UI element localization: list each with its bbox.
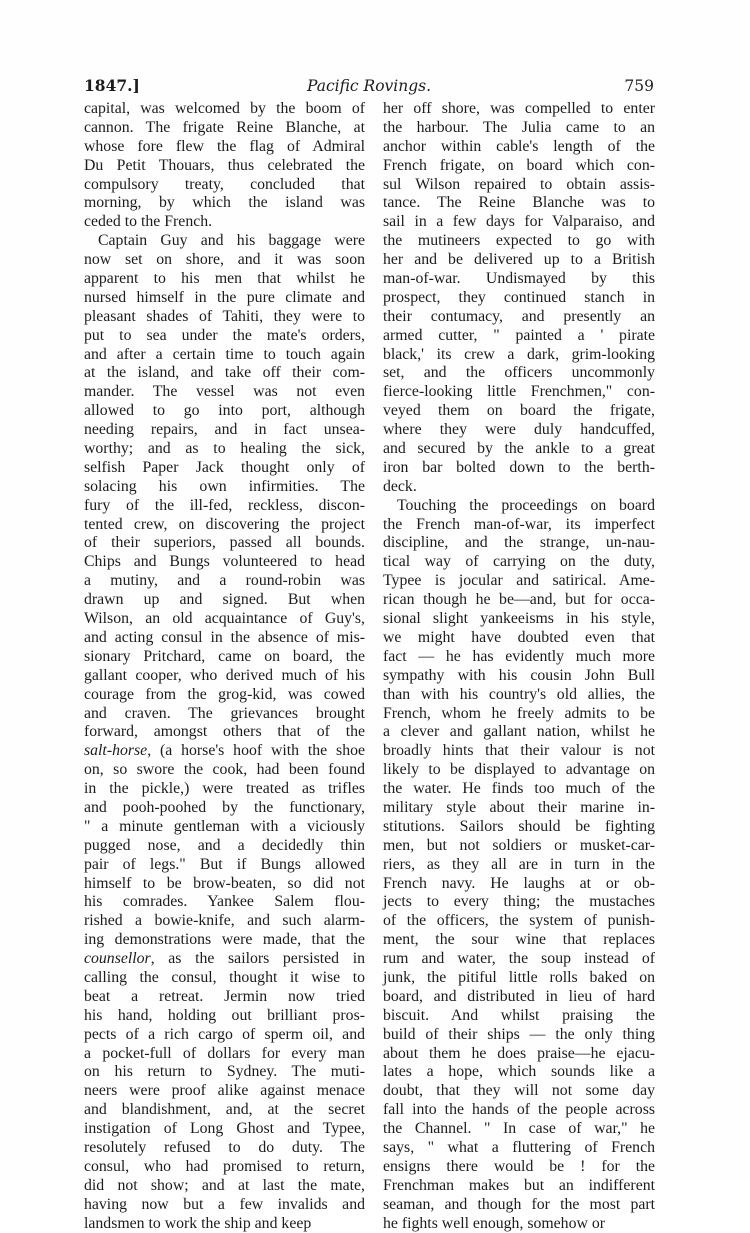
text-line: Frenchman makes but an indifferent <box>383 1176 655 1194</box>
text-line: pugged nose, and a decidedly thin <box>84 836 365 854</box>
text-line: a mutiny, and a round-robin was <box>84 572 365 590</box>
text-line: the mutineers expected to go with <box>383 232 655 250</box>
text-line: stitutions. Sailors should be fighting <box>383 817 655 835</box>
text-line: her off shore, was compelled to enter <box>383 100 655 117</box>
text-line: Chips and Bungs volunteered to head <box>84 553 365 571</box>
text-line: rican though he be—and, but for occa- <box>383 591 655 609</box>
text-line: neers were proof alike against menace <box>84 1082 365 1100</box>
text-line: junk, the pitiful little rolls baked on <box>383 968 655 986</box>
text-line: armed cutter, " painted a ' pirate <box>383 326 655 344</box>
text-line: beat a retreat. Jermin now tried <box>84 987 365 1005</box>
text-line: forward, amongst others that of the <box>84 723 365 741</box>
text-line: consul, who had promised to return, <box>84 1157 365 1175</box>
text-line: rum and water, the soup instead of <box>383 950 655 968</box>
text-line: fact — he has evidently much more <box>383 647 655 665</box>
text-line: tented crew, on discovering the project <box>84 515 365 533</box>
text-line: his hand, holding out brilliant pros- <box>84 1006 365 1024</box>
text-line: his comrades. Yankee Salem flou- <box>84 893 365 911</box>
page-number: 759 <box>624 77 654 95</box>
text-line: courage from the grog-kid, was cowed <box>84 685 365 703</box>
text-line: put to sea under the mate's orders, <box>84 326 365 344</box>
text-line: and craven. The grievances brought <box>84 704 365 722</box>
text-line: pair of legs." But if Bungs allowed <box>84 855 365 873</box>
text-line: the harbour. The Julia came to an <box>383 118 655 136</box>
text-line: ceded to the French. <box>84 213 213 231</box>
text-line: the Channel. " In case of war," he <box>383 1120 655 1138</box>
text-line: French frigate, on board which con- <box>383 156 655 174</box>
text-line: " a minute gentleman with a viciously <box>84 817 365 835</box>
text-line: biscuit. And whilst praising the <box>383 1006 655 1024</box>
text-line: Touching the proceedings on board <box>397 496 655 514</box>
text-line: at the island, and take off their com- <box>84 364 365 382</box>
text-line: ment, the sour wine that replaces <box>383 931 655 949</box>
right-column <box>383 100 655 1233</box>
text-line: did not show; and at last the mate, <box>84 1176 365 1194</box>
text-line: of their superiors, passed all bounds. <box>84 534 365 552</box>
text-line: gallant cooper, who derived much of his <box>84 666 365 684</box>
text-line: French navy. He laughs at or ob- <box>383 874 655 892</box>
text-line: men, but not soldiers or musket-car- <box>383 836 655 854</box>
text-line: where they were duly handcuffed, <box>383 421 655 439</box>
text-line: ensigns there would be ! for the <box>383 1157 655 1175</box>
text-line: man-of-war. Undismayed by this <box>383 270 655 288</box>
text-line: apparent to his men that whilst he <box>84 270 365 288</box>
text-line: board, and distributed in lieu of hard <box>383 987 655 1005</box>
text-line: having now but a few invalids and <box>84 1195 365 1213</box>
text-line: a pocket-full of dollars for every man <box>84 1044 365 1062</box>
text-line: the water. He finds too much of the <box>383 780 655 798</box>
text-line: counsellor, as the sailors persisted in <box>84 950 365 968</box>
text-line: her and be delivered up to a British <box>383 251 655 269</box>
text-line: and after a certain time to touch again <box>84 345 365 363</box>
text-line: sul Wilson repaired to obtain assis- <box>383 175 655 193</box>
text-line: and pooh-poohed by the functionary, <box>84 798 365 816</box>
text-line: sympathy with his cousin John Bull <box>383 666 655 684</box>
text-line: prospect, they continued stanch in <box>383 288 655 306</box>
text-line: on his return to Sydney. The muti- <box>84 1063 365 1081</box>
text-line: than with his country's old allies, the <box>383 685 655 703</box>
text-line: a clever and gallant nation, whilst he <box>383 723 655 741</box>
text-line: about them he does praise—he ejacu- <box>383 1044 655 1062</box>
text-line: nursed himself in the pure climate and <box>84 288 365 306</box>
text-line: veyed them on board the frigate, <box>383 402 655 420</box>
text-line: sional slight yankeeisms in his style, <box>383 610 655 628</box>
text-line: resolutely refused to do duty. The <box>84 1138 365 1156</box>
header-year: 1847.] <box>84 76 140 95</box>
text-line: we might have doubted even that <box>383 628 655 646</box>
text-line: build of their ships — the only thing <box>383 1025 655 1043</box>
text-line: broadly hints that their valour is not <box>383 742 655 760</box>
text-line: capital, was welcomed by the boom of <box>84 100 365 117</box>
text-line: in the pickle,) were treated as trifles <box>84 780 365 798</box>
text-line: military style about their marine in- <box>383 798 655 816</box>
text-line: lates a hope, which sounds like a <box>383 1063 655 1081</box>
text-line: needing repairs, and in fact unsea- <box>84 421 365 439</box>
text-line: pects of a rich cargo of sperm oil, and <box>84 1025 365 1043</box>
text-line: sionary Pritchard, came on board, the <box>84 647 365 665</box>
text-line: rished a bowie-knife, and such alarm- <box>84 912 365 930</box>
text-line: himself to be brow-beaten, so did not <box>84 874 365 892</box>
text-line: morning, by which the island was <box>84 194 365 212</box>
text-line: Captain Guy and his baggage were <box>98 232 365 250</box>
text-line: Wilson, an old acquaintance of Guy's, <box>84 610 365 628</box>
left-column <box>84 100 365 1233</box>
text-line: riers, as they all are in turn in the <box>383 855 655 873</box>
text-line: Typee is jocular and satirical. Ame- <box>383 572 655 590</box>
text-line: anchor within cable's length of the <box>383 137 655 155</box>
text-line: solacing his own infirmities. The <box>84 477 365 495</box>
text-line: the French man-of-war, its imperfect <box>383 515 655 533</box>
text-line: mander. The vessel was not even <box>84 383 365 401</box>
text-line: calling the consul, thought it wise to <box>84 968 365 986</box>
text-line: fall into the hands of the people across <box>383 1101 655 1119</box>
text-line: their contumacy, and presently an <box>383 307 655 325</box>
text-line: now set on shore, and it was soon <box>84 251 365 269</box>
text-line: deck. <box>383 477 417 495</box>
text-line: salt-horse, (a horse's hoof with the shoe <box>84 742 365 760</box>
text-line: iron bar bolted down to the berth- <box>383 458 655 476</box>
text-line: landsmen to work the ship and keep <box>84 1214 312 1232</box>
text-line: pleasant shades of Tahiti, they were to <box>84 307 365 325</box>
text-line: Du Petit Thouars, thus celebrated the <box>84 156 365 174</box>
header-title: Pacific Rovings. <box>306 77 432 95</box>
text-line: says, " what a fluttering of French <box>383 1138 655 1156</box>
text-line: whose fore flew the flag of Admiral <box>84 137 365 155</box>
text-line: jects to every thing; the mustaches <box>383 893 655 911</box>
text-line: fury of the ill-fed, reckless, discon- <box>84 496 365 514</box>
text-line: tance. The Reine Blanche was to <box>383 194 655 212</box>
text-line: cannon. The frigate Reine Blanche, at <box>84 118 365 136</box>
text-line: set, and the officers uncommonly <box>383 364 655 382</box>
running-header <box>84 75 654 97</box>
text-line: and secured by the ankle to a great <box>383 440 655 458</box>
text-line: French, whom he freely admits to be <box>383 704 655 722</box>
text-line: likely to be displayed to advantage on <box>383 761 655 779</box>
text-line: seaman, and though for the most part <box>383 1195 655 1213</box>
text-line: on, so swore the cook, had been found <box>84 761 365 779</box>
text-line: ing demonstrations were made, that the <box>84 931 365 949</box>
text-line: tical way of carrying on the duty, <box>383 553 655 571</box>
text-line: instigation of Long Ghost and Typee, <box>84 1120 365 1138</box>
text-line: selfish Paper Jack thought only of <box>84 458 365 476</box>
text-line: allowed to go into port, although <box>84 402 365 420</box>
text-line: fierce-looking little Frenchmen," con- <box>383 383 655 401</box>
text-line: and acting consul in the absence of mis- <box>84 628 365 646</box>
text-line: black,' its crew a dark, grim-looking <box>383 345 655 363</box>
text-line: doubt, that they will not some day <box>383 1082 655 1100</box>
text-line: and blandishment, and, at the secret <box>84 1101 365 1119</box>
text-line: compulsory treaty, concluded that <box>84 175 365 193</box>
text-line: of the officers, the system of punish- <box>383 912 655 930</box>
text-line: discipline, and the strange, un-nau- <box>383 534 655 552</box>
text-line: drawn up and signed. But when <box>84 591 365 609</box>
text-line: he fights well enough, somehow or <box>383 1214 605 1232</box>
text-line: sail in a few days for Valparaiso, and <box>383 213 655 231</box>
text-line: worthy; and as to healing the sick, <box>84 440 365 458</box>
